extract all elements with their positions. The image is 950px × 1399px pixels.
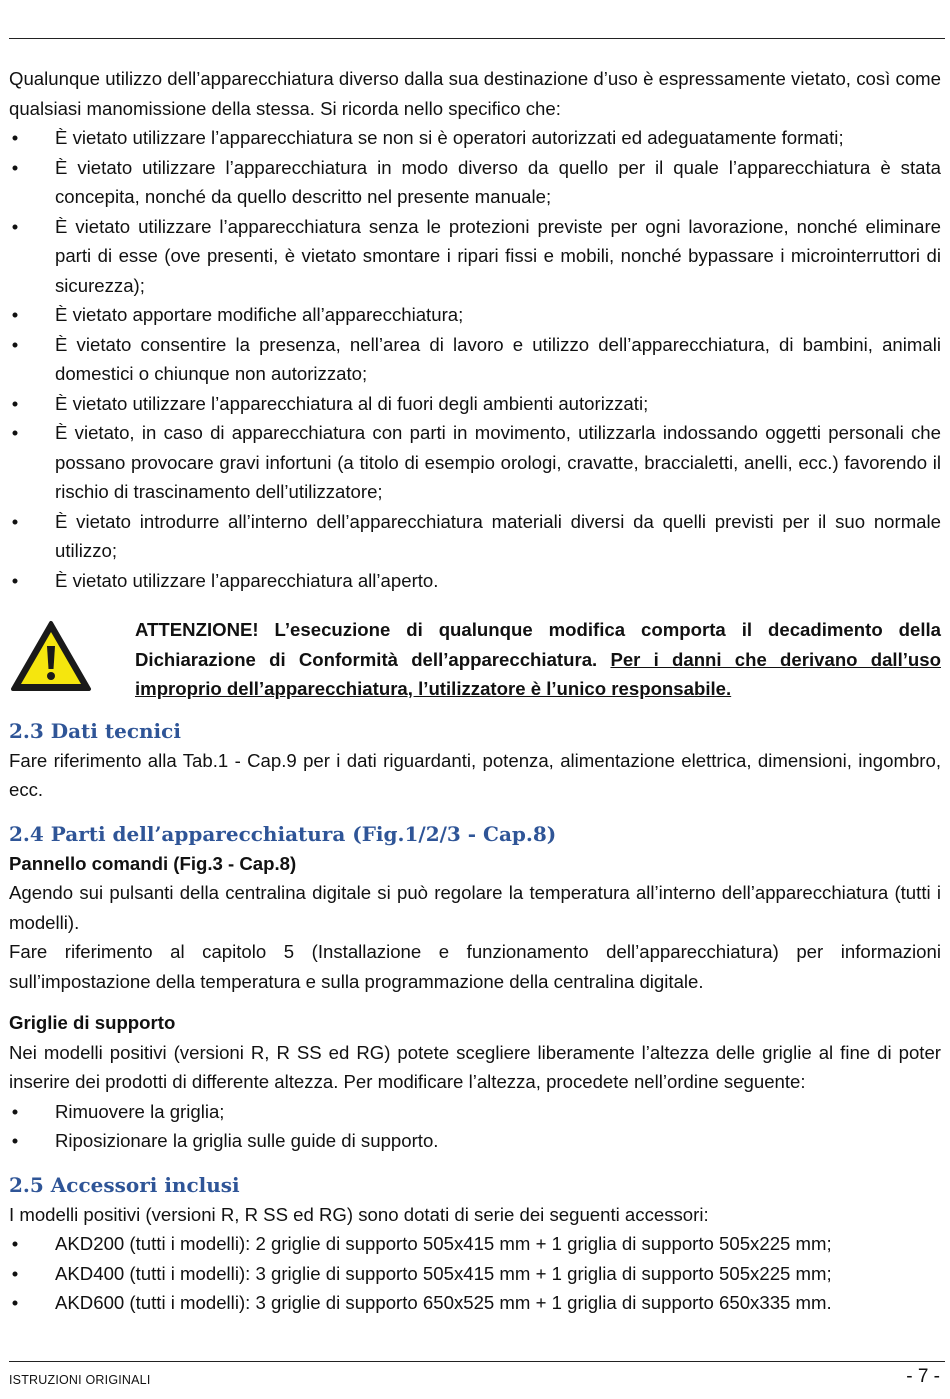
bullet-icon: • bbox=[11, 1292, 19, 1313]
list-item: • Riposizionare la griglia sulle guide di supporto. bbox=[9, 1126, 941, 1156]
footer-label: ISTRUZIONI ORIGINALI bbox=[9, 1373, 151, 1387]
page-content bbox=[9, 64, 941, 1318]
bullet-icon: • bbox=[11, 422, 19, 443]
warning-main-text: ATTENZIONE! L’esecuzione di qualunque modifica comporta il decadimento della Dichiarazione di Conformità dell’apparecchiatura. bbox=[135, 619, 941, 670]
list-item: • AKD400 (tutti i modelli): 3 griglie di supporto 505x415 mm + 1 griglia di supporto 505x225 mm; bbox=[9, 1259, 941, 1289]
bullet-icon: • bbox=[11, 215, 19, 237]
header-rule bbox=[9, 38, 945, 39]
list-item: • È vietato utilizzare l’apparecchiatura al di fuori degli ambienti autorizzati; bbox=[9, 389, 941, 419]
page-number: - 7 - bbox=[906, 1366, 940, 1387]
footer-rule bbox=[9, 1361, 945, 1362]
section-2-3-text: Fare riferimento alla Tab.1 - Cap.9 per i dati riguardanti, potenza, alimentazione elettrica, dimensioni, ingombro, ecc. bbox=[9, 749, 941, 800]
list-item: • È vietato utilizzare l’apparecchiatura se non si è operatori autorizzati ed adeguatamente formati; bbox=[9, 123, 941, 153]
intro-paragraph: Qualunque utilizzo dell’apparecchiatura diverso dalla sua destinazione d’uso è espressamente vietato, così come qualsiasi manomissione della stessa. Si ricorda nello specifico che: bbox=[9, 68, 941, 119]
warning-text bbox=[135, 615, 941, 704]
warning-box bbox=[9, 615, 941, 704]
prohibitions-list bbox=[9, 123, 941, 595]
panel-paragraph-1: Agendo sui pulsanti della centralina digitale si può regolare la temperatura all’interno dell’apparecchiatura (tutti i modelli). bbox=[9, 882, 941, 933]
bullet-icon: • bbox=[11, 1130, 19, 1151]
list-item: • AKD600 (tutti i modelli): 3 griglie di supporto 650x525 mm + 1 griglia di supporto 650x335 mm. bbox=[9, 1288, 941, 1318]
bullet-icon: • bbox=[11, 1233, 19, 1254]
list-item: • È vietato apportare modifiche all’apparecchiatura; bbox=[9, 300, 941, 330]
list-item: • Rimuovere la griglia; bbox=[9, 1097, 941, 1127]
list-item: • È vietato utilizzare l’apparecchiatura in modo diverso da quello per il quale l’apparecchiatura è stata concepita, nonché da quello descritto nel presente manuale; bbox=[9, 153, 941, 212]
list-item: • È vietato utilizzare l’apparecchiatura all’aperto. bbox=[9, 566, 941, 596]
section-2-5-title: 2.5 Accessori inclusi bbox=[9, 1172, 240, 1197]
accessories-list bbox=[9, 1229, 941, 1318]
bullet-icon: • bbox=[11, 510, 19, 532]
panel-paragraph-2: Fare riferimento al capitolo 5 (Installazione e funzionamento dell’apparecchiatura) per informazioni sull’impostazione della temperatura e sulla programmazione della centralina digitale. bbox=[9, 941, 941, 992]
list-item: • AKD200 (tutti i modelli): 2 griglie di supporto 505x415 mm + 1 griglia di supporto 505x225 mm; bbox=[9, 1229, 941, 1259]
section-2-4-title: 2.4 Parti dell’apparecchiatura (Fig.1/2/3 - Cap.8) bbox=[9, 821, 557, 846]
bullet-icon: • bbox=[11, 569, 19, 591]
section-2-3-title: 2.3 Dati tecnici bbox=[9, 718, 181, 743]
list-item: • È vietato introdurre all’interno dell’apparecchiatura materiali diversi da quelli previsti per il suo normale utilizzo; bbox=[9, 507, 941, 566]
list-item: • È vietato utilizzare l’apparecchiatura senza le protezioni previste per ogni lavorazione, nonché eliminare parti di esse (ove presenti, è vietato smontare i ripari fissi e mobili, nonché bypassare i microinterruttori di sicurezza); bbox=[9, 212, 941, 301]
warning-underlined-text: Per i danni che derivano dall’uso improprio dell’apparecchiatura, l’utilizzatore è l’unico responsabile. bbox=[135, 648, 941, 699]
section-2-5-text: I modelli positivi (versioni R, R SS ed RG) sono dotati di serie dei seguenti accessori: bbox=[9, 1203, 709, 1225]
bullet-icon: • bbox=[11, 333, 19, 355]
list-item: • È vietato, in caso di apparecchiatura con parti in movimento, utilizzarla indossando oggetti personali che possano provocare gravi infortuni (a titolo di esempio orologi, cravatte, braccialetti, anelli, ecc.) favorendo il rischio di trascinamento dell’utilizzatore; bbox=[9, 418, 941, 507]
grid-steps-list bbox=[9, 1097, 941, 1156]
grid-paragraph: Nei modelli positivi (versioni R, R SS ed RG) potete scegliere liberamente l’altezza delle griglie al fine di poter inserire dei prodotti di differente altezza. Per modificare l’altezza, procedete nell’ordine seguente: bbox=[9, 1041, 941, 1092]
bullet-icon: • bbox=[11, 156, 19, 178]
panel-subtitle: Pannello comandi (Fig.3 - Cap.8) bbox=[9, 852, 297, 874]
bullet-icon: • bbox=[11, 127, 19, 148]
bullet-icon: • bbox=[11, 1100, 19, 1122]
bullet-icon: • bbox=[11, 304, 19, 325]
grid-subtitle: Griglie di supporto bbox=[9, 1012, 176, 1033]
bullet-icon: • bbox=[11, 1262, 19, 1284]
warning-triangle-icon bbox=[9, 615, 135, 704]
bullet-icon: • bbox=[11, 392, 19, 414]
list-item: • È vietato consentire la presenza, nell’area di lavoro e utilizzo dell’apparecchiatura, di bambini, animali domestici o chiunque non autorizzato; bbox=[9, 330, 941, 389]
